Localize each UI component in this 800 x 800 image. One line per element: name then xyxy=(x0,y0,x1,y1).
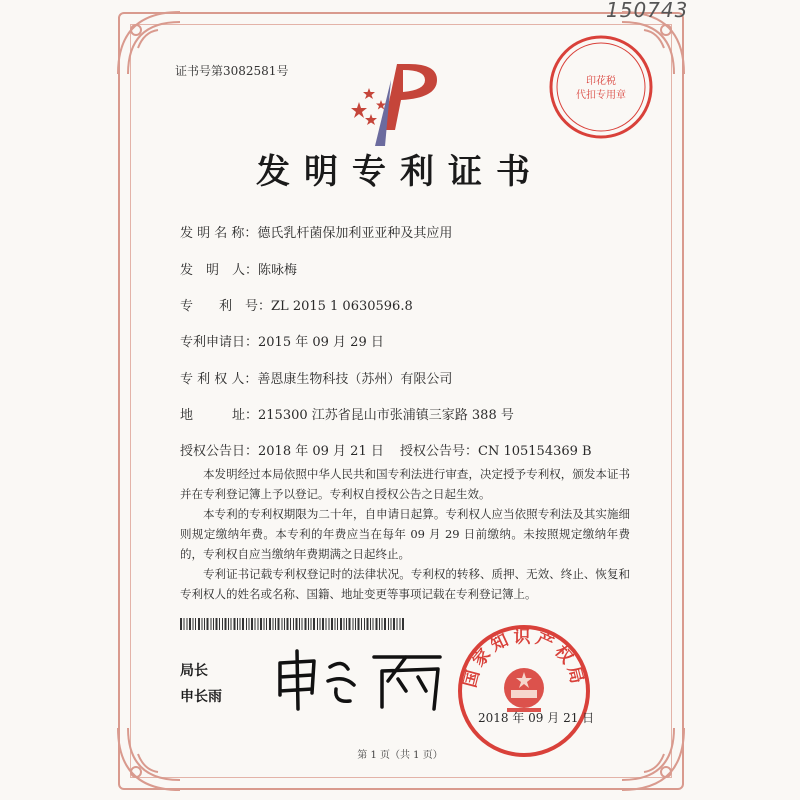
patentee-row xyxy=(180,368,452,387)
handwritten-note: 150743 xyxy=(606,0,689,22)
address-row xyxy=(180,404,514,423)
certificate-number: 证书号第3082581号 xyxy=(175,64,289,78)
grant-date-row xyxy=(180,440,384,459)
director-signature xyxy=(270,645,460,715)
invention-name-label: 发 明 名 称： xyxy=(180,226,258,241)
svg-text:代扣专用章: 代扣专用章 xyxy=(576,90,626,101)
seal-org-text: 国家知识产权局 xyxy=(460,627,588,690)
certificate-title: 发明专利证书 xyxy=(256,152,544,192)
legal-paragraph-status: 专利证书记载专利权登记时的法律状况。专利权的转移、质押、无效、终止、恢复和专利权人的姓名或名称、国籍、地址变更等事项记载在专利登记簿上。 xyxy=(180,567,630,601)
director-name: 申长雨 xyxy=(180,689,222,705)
grant-number-value: CN 105154369 B xyxy=(478,444,592,459)
grant-number-label: 授权公告号： xyxy=(400,444,479,459)
cnipa-logo-icon xyxy=(345,60,455,150)
corner-ornament-top-left xyxy=(114,8,184,78)
barcode-icon xyxy=(180,618,406,630)
grant-date-label: 授权公告日： xyxy=(180,444,259,459)
director-title: 局长 xyxy=(180,663,208,679)
svg-text:印花税: 印花税 xyxy=(586,76,616,87)
inventor-value: 陈咏梅 xyxy=(258,263,298,278)
grant-number-row xyxy=(400,440,592,459)
address-value: 215300 江苏省昆山市张浦镇三家路 388 号 xyxy=(258,408,514,423)
invention-name-value: 德氏乳杆菌保加利亚亚种及其应用 xyxy=(257,226,453,241)
legal-text xyxy=(180,464,630,604)
patentee-label: 专 利 权 人： xyxy=(180,372,258,387)
cnipa-official-seal-icon xyxy=(455,622,593,760)
patentee-value: 善恩康生物科技（苏州）有限公司 xyxy=(257,372,453,387)
patent-number-value: ZL 2015 1 0630596.8 xyxy=(271,299,413,314)
inventor-label: 发 明 人： xyxy=(180,263,259,278)
page-indicator: 第 1 页（共 1 页） xyxy=(357,750,443,761)
filing-date-row xyxy=(180,331,384,350)
address-label: 地 址： xyxy=(180,408,259,423)
patent-number-row xyxy=(180,295,413,314)
legal-paragraph-term: 本专利的专利权期限为二十年，自申请日起算。专利权人应当依照专利法及其实施细则规定缴纳年费。本专利的年费应当在每年 09 月 29 日前缴纳。未按照规定缴纳年费的，专利权自应当缴纳年费期满之日起终止。 xyxy=(180,507,630,561)
filing-date-label: 专利申请日： xyxy=(180,335,259,350)
filing-date-value: 2015 年 09 月 29 日 xyxy=(258,335,384,350)
seal-date: 2018 年 09 月 21 日 xyxy=(478,711,595,725)
invention-name-row xyxy=(180,222,452,241)
legal-paragraph-grant: 本发明经过本局依照中华人民共和国专利法进行审查，决定授予专利权，颁发本证书并在专利登记簿上予以登记。专利权自授权公告之日起生效。 xyxy=(180,467,630,501)
grant-date-value: 2018 年 09 月 21 日 xyxy=(258,444,384,459)
patent-number-label: 专 利 号： xyxy=(180,299,272,314)
stamp-duty-seal-icon xyxy=(546,32,656,142)
inventor-row xyxy=(180,259,297,278)
